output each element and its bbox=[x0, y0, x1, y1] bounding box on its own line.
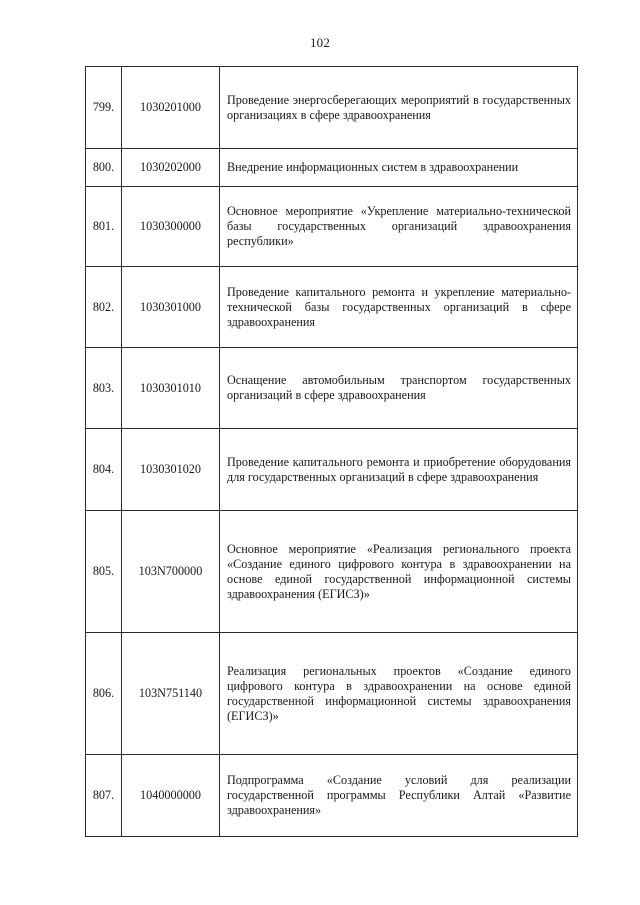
table-row bbox=[86, 511, 578, 633]
page-number: 102 bbox=[309, 35, 331, 50]
table-row bbox=[86, 348, 578, 429]
item-name-cell bbox=[220, 633, 578, 755]
classification-code-cell: 103N751140 bbox=[122, 633, 220, 755]
item-name-text: Проведение капитального ремонта и укрепление материально-технической базы государственных организаций в сфере здравоохранения bbox=[227, 284, 571, 329]
item-name-text: Оснащение автомобильным транспортом государственных организаций в сфере здравоохранения bbox=[227, 373, 571, 402]
item-name-cell bbox=[220, 67, 578, 149]
row-number-cell: 802. bbox=[86, 267, 122, 348]
row-number-cell: 803. bbox=[86, 348, 122, 429]
row-number-cell: 804. bbox=[86, 429, 122, 511]
classification-code-cell: 1030301000 bbox=[122, 267, 220, 348]
item-name-cell bbox=[220, 149, 578, 187]
table-row bbox=[86, 267, 578, 348]
item-name-text: Внедрение информационных систем в здравоохранении bbox=[227, 160, 519, 174]
table-row bbox=[86, 149, 578, 187]
row-number-cell: 801. bbox=[86, 187, 122, 267]
item-name-text: Проведение энергосберегающих мероприятий в государственных организациях в сфере здравоохранения bbox=[227, 92, 571, 122]
item-name-cell bbox=[220, 348, 578, 429]
row-number-cell: 800. bbox=[86, 149, 122, 187]
table-row bbox=[86, 187, 578, 267]
table-row bbox=[86, 633, 578, 755]
classification-code-cell: 1040000000 bbox=[122, 755, 220, 837]
budget-classification-table bbox=[85, 66, 578, 837]
row-number-cell: 806. bbox=[86, 633, 122, 755]
table-row bbox=[86, 755, 578, 837]
item-name-cell bbox=[220, 187, 578, 267]
item-name-text: Основное мероприятие «Реализация регионального проекта «Создание единого цифрового контура в здравоохранении на основе единой государственной информационной системы здравоохранения (ЕГИСЗ)» bbox=[227, 541, 571, 601]
classification-code-cell: 1030301010 bbox=[122, 348, 220, 429]
row-number-cell: 805. bbox=[86, 511, 122, 633]
classification-code-cell: 1030201000 bbox=[122, 67, 220, 149]
item-name-cell bbox=[220, 429, 578, 511]
item-name-cell bbox=[220, 267, 578, 348]
item-name-text: Проведение капитального ремонта и приобретение оборудования для государственных организаций в сфере здравоохранения bbox=[227, 454, 571, 484]
row-number-cell: 807. bbox=[86, 755, 122, 837]
table-row bbox=[86, 429, 578, 511]
table-row bbox=[86, 67, 578, 149]
classification-code-cell: 1030300000 bbox=[122, 187, 220, 267]
item-name-text: Основное мероприятие «Укрепление материально-технической базы государственных организаций здравоохранения республики» bbox=[227, 204, 571, 248]
classification-code-cell: 1030202000 bbox=[122, 149, 220, 187]
classification-code-cell: 1030301020 bbox=[122, 429, 220, 511]
item-name-cell bbox=[220, 755, 578, 837]
item-name-text: Реализация региональных проектов «Создание единого цифрового контура в здравоохранении на основе единой государственной информационной системы здравоохранения (ЕГИСЗ)» bbox=[227, 663, 571, 723]
row-number-cell: 799. bbox=[86, 67, 122, 149]
item-name-text: Подпрограмма «Создание условий для реализации государственной программы Республики Алтай «Развитие здравоохранения» bbox=[227, 773, 571, 817]
item-name-cell bbox=[220, 511, 578, 633]
classification-code-cell: 103N700000 bbox=[122, 511, 220, 633]
